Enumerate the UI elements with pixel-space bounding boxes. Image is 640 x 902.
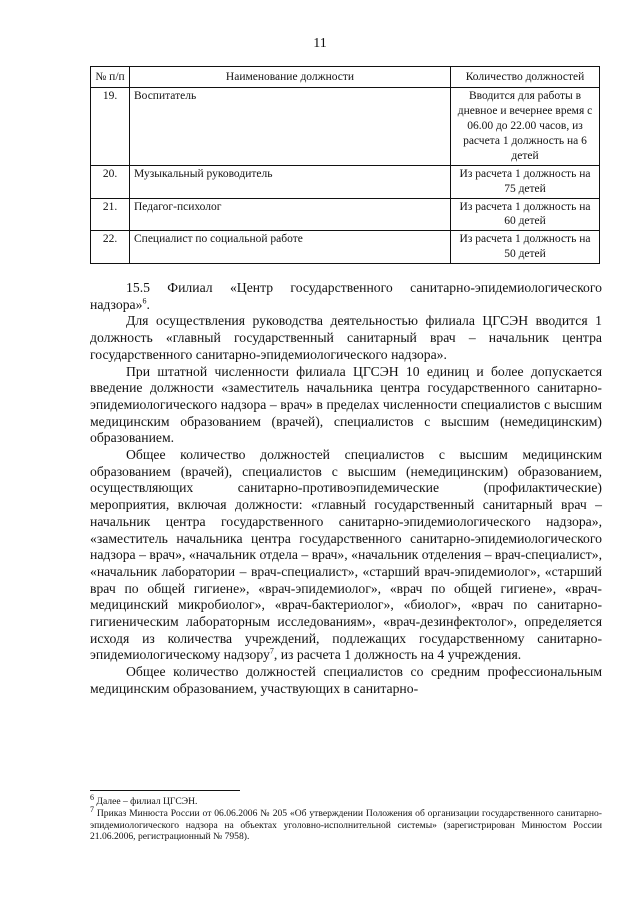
row-count: Из расчета 1 должность на 50 детей (451, 231, 600, 264)
row-position: Воспитатель (130, 87, 451, 165)
table-row (91, 87, 600, 165)
row-position: Педагог-психолог (130, 198, 451, 231)
paragraph: Для осуществления руководства деятельностью филиала ЦГСЭН вводится 1 должность «главный государственный санитарный врач – начальник центра государственного санитарно-эпидемиологического надзора». (90, 313, 602, 362)
header-num: № п/п (91, 67, 130, 88)
row-num: 22. (91, 231, 130, 264)
paragraph (90, 447, 602, 664)
row-num: 20. (91, 165, 130, 198)
table-row (91, 231, 600, 264)
paragraph-text: , из расчета 1 должность на 4 учреждения. (273, 647, 522, 663)
row-position: Музыкальный руководитель (130, 165, 451, 198)
page-number: 11 (313, 36, 327, 51)
row-num: 19. (91, 87, 130, 165)
footnote-separator (90, 790, 240, 791)
table-header-row (91, 67, 600, 88)
footnote-ref[interactable]: 7 (269, 646, 274, 656)
table-row (91, 198, 600, 231)
paragraph (90, 280, 602, 313)
table-row (91, 165, 600, 198)
footnote (90, 792, 602, 807)
footnote-text: Приказ Минюста России от 06.06.2006 № 205 «Об утверждении Положения об организации государственного санитарно-эпидемиологического надзора на объектах уголовно-исполнительной системы» (зарегистрирован Минюстом России 21.06.2006, регистрационный № 7958). (90, 808, 602, 843)
header-position: Наименование должности (130, 67, 451, 88)
section-heading: 15.5 Филиал «Центр государственного санитарно-эпидемиологического надзора» (90, 280, 602, 312)
row-count: Вводится для работы в дневное и вечернее время с 06.00 до 22.00 часов, из расчета 1 должность на 6 детей (451, 87, 600, 165)
paragraph: Общее количество должностей специалистов со средним профессиональным медицинским образованием, участвующих в санитарно- (90, 664, 602, 696)
paragraph: При штатной численности филиала ЦГСЭН 10 единиц и более допускается введение должности «заместитель начальника центра государственного санитарно-эпидемиологического надзора – врач» в пределах численности специалистов с высшим медицинским образованием (врачей), специалистов с высшим (немедицинским) образованием. (90, 363, 602, 446)
body-text (90, 280, 602, 698)
footnote-text: Далее – филиал ЦГСЭН. (94, 796, 198, 807)
paragraph-text: Общее количество должностей специалистов с высшим медицинским образованием (врачей), специалистов с высшим (немедицинским) образованием, осуществляющих санитарно-противоэпидемические (профилактические) мероприятия, включая должности: «главный государственный санитарный врач – начальник центра государственного санитарно-эпидемиологического надзора», «заместитель начальника центра государственного санитарно-эпидемиологического надзора – врач», «начальник отдела – врач», «начальник отделения – врач-специалист», «начальник лаборатории – врач-специалист», «старший врач-эпидемиолог», «старший врач по общей гигиене», «врач-эпидемиолог», «врач по общей гигиене», «врач-медицинский микробиолог», «врач-бактериолог», «биолог», «врач по санитарно-гигиеническим лабораторным исследованиям», «врач-дезинфектолог», определяется исходя из количества учреждений, подлежащих государственному санитарно-эпидемиологическому надзору (90, 447, 602, 663)
footnote-mark: 7 (90, 805, 94, 815)
sentence-end: . (146, 296, 150, 312)
row-num: 21. (91, 198, 130, 231)
footnote-mark: 6 (90, 792, 94, 802)
footnote-ref[interactable]: 6 (142, 296, 147, 306)
row-position: Специалист по социальной работе (130, 231, 451, 264)
footnote (90, 805, 602, 843)
staff-table (90, 66, 600, 264)
header-count: Количество должностей (451, 67, 600, 88)
footnotes (90, 792, 602, 844)
row-count: Из расчета 1 должность на 75 детей (451, 165, 600, 198)
row-count: Из расчета 1 должность на 60 детей (451, 198, 600, 231)
